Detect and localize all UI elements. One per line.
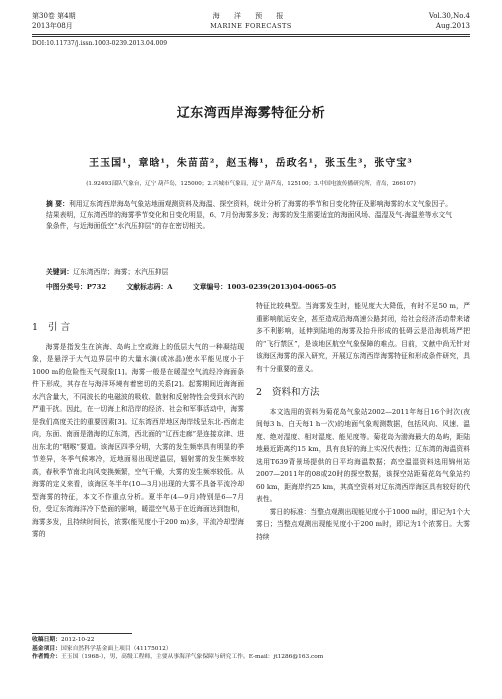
paragraph: 雾日的标准：当整点观测出现能见度小于1000 m时，即记为1个大雾日；当整点观测出现能见度小于200 m时，即记为1个浓雾日。大雾持续 bbox=[256, 507, 470, 541]
paragraph-continued: 特征比较典型。当海雾发生时，能见度大大降低，有时不足50 m，严重影响航运安全，甚至造成沿海高速公路封闭，给社会经济活动带来诸多不利影响，延伸到陆地的海雾及抬升形成的低碍云是沿海机场严把的“飞行禁区”，是该地区航空气象保障的难点。目前，文献中尚无针对该海区海雾的深入研究，开展辽东湾西岸海雾特征和形成条件研究，具有十分重要的意义。 bbox=[256, 302, 470, 373]
document-code: 文献标志码：A bbox=[126, 283, 173, 291]
paragraph: 本文选用的资料为菊花岛气象站2002—2011年每日16个时次(夜间每3 h、白天每1 h一次)的地面气象观测数据，包括风向、风速、温度、绝对湿度、相对湿度、能见度等。菊花岛为渤海最大的岛屿，距陆地最近距离约15 km，具有良好的海上实况代表性；辽东湾的海温资料选用T639背景场提供的日平均海温数据；高空温湿资料选用锦州站2007—2011年的08或20时的探空数据，该探空站距菊花岛气象站约60 km，距海岸约25 km，其高空资料对辽东湾西岸海区具有较好的代表性。 bbox=[256, 407, 470, 503]
journal-title-cn: 海 洋 预 报 bbox=[212, 12, 290, 20]
doi: DOI:10.11737/j.issn.1003-0239.2013.04.009 bbox=[32, 40, 168, 47]
abstract-label: 摘 要： bbox=[46, 200, 69, 208]
author-bio: 作者简介：王玉国（1968-），男，高级工程师，主要从事海洋气象保障与研究工作。E-mail：jt1286@163.com bbox=[32, 654, 324, 660]
journal-title-en: MARINE FORECASTS bbox=[210, 22, 292, 30]
classification-line bbox=[46, 281, 452, 291]
paragraph: 海雾是指发生在滨海、岛屿上空或海上的低层大气的一种凝结现象，是悬浮于大气边界层中的大量水滴(或冰晶)使水平能见度小于1000 m的危险性天气现象[1]。海雾一般是在暖湿空气流经冷海面条件下形成，其存在与海洋环境有着密切的关系[2]。起雾期间近海海面水汽含量大，不同波长的电磁波的吸收、散射和反射特性会受到水汽的严重干扰。因此，在一切海上和沿岸的经济、社会和军事活动中，海雾是我们高度关注的重要因素[3]。辽东湾西岸地区海岸线呈东北-西南走向，东面、南面是渤海的辽东湾，西北面的“辽西走廊”是连接京津、进出东北的“咽喉”要道。该海区四季分明，大雾的发生频率具有明显的季节差异，冬季气候寒冷，近地面易出现逆温层，辐射雾的发生频率较高，春秋季节南北向风变换频繁，空气干燥，大雾的发生频率较低。从海雾的定义来看，该海区冬半年(10—3月)出现的大雾不具备平流冷却型海雾的特征，本文不作重点分析。夏半年(4—9月)特别是6—7月份，受辽东湾海洋冷下垫面的影响，暖湿空气易于在近海面达到饱和，海雾多发，且持续时间长，浓雾(能见度小于200 m)多，平流冷却型海雾的 bbox=[32, 342, 244, 538]
keywords-text: 辽东湾西岸；海雾；水汽压抑层 bbox=[73, 268, 169, 276]
right-column bbox=[256, 300, 470, 543]
section-title: 资料和方法 bbox=[272, 387, 320, 398]
section-number: 1 bbox=[32, 322, 39, 333]
section-title: 引 言 bbox=[48, 322, 71, 333]
fund-info: 基金项目：国家自然科学基金面上项目（41175012） bbox=[32, 645, 172, 652]
abstract-text: 利用辽东湾西岸海岛气象站地面观测资料及海温、探空资料，统计分析了海雾的季节和日变化特征及影响海雾的水文气象因子。结果表明，辽东湾西岸的海雾季节变化和日变化明显，6、7月份海雾多发；海雾的发生需要适宜的海面风场、温湿及气-海温差等水文气象条件，与近海面低空“水汽压抑层”的存在密切相关。 bbox=[46, 200, 452, 230]
keywords bbox=[46, 266, 168, 276]
section-number: 2 bbox=[256, 387, 263, 398]
footnote bbox=[32, 636, 470, 662]
received-date: 收稿日期：2012-10-22 bbox=[32, 637, 95, 643]
date-en: Aug.2013 bbox=[435, 22, 470, 30]
affiliations: (1.92493部队气象台，辽宁 葫芦岛，125000；2.兴城市气象局，辽宁 葫芦岛，125100；3.中国电波传播研究所，青岛，266107) bbox=[86, 181, 416, 187]
header-rule bbox=[32, 34, 470, 35]
section-heading bbox=[32, 322, 244, 335]
volume-en: Vol.30,No.4 bbox=[428, 12, 470, 20]
clc-number: 中图分类号：P732 bbox=[46, 283, 107, 291]
author-list: 王玉国¹，章晗¹，朱苗苗²，赵玉梅¹，岳政名¹，张玉生³，张守宝³ bbox=[89, 158, 413, 169]
section-heading bbox=[256, 387, 470, 400]
abstract bbox=[46, 199, 452, 232]
footnote-rule bbox=[32, 633, 132, 634]
header-rule-thin bbox=[32, 36, 470, 37]
left-column bbox=[32, 318, 244, 541]
header-right bbox=[429, 11, 470, 31]
volume-cn: 第30卷 第4期 bbox=[32, 12, 76, 20]
article-title: 辽东湾西岸海雾特征分析 bbox=[176, 106, 326, 121]
keywords-label: 关键词： bbox=[46, 268, 74, 276]
journal-header bbox=[32, 8, 470, 34]
article-number: 文章编号：1003-0239(2013)04-0065-05 bbox=[192, 283, 337, 291]
date-cn: 2013年08月 bbox=[32, 22, 73, 30]
